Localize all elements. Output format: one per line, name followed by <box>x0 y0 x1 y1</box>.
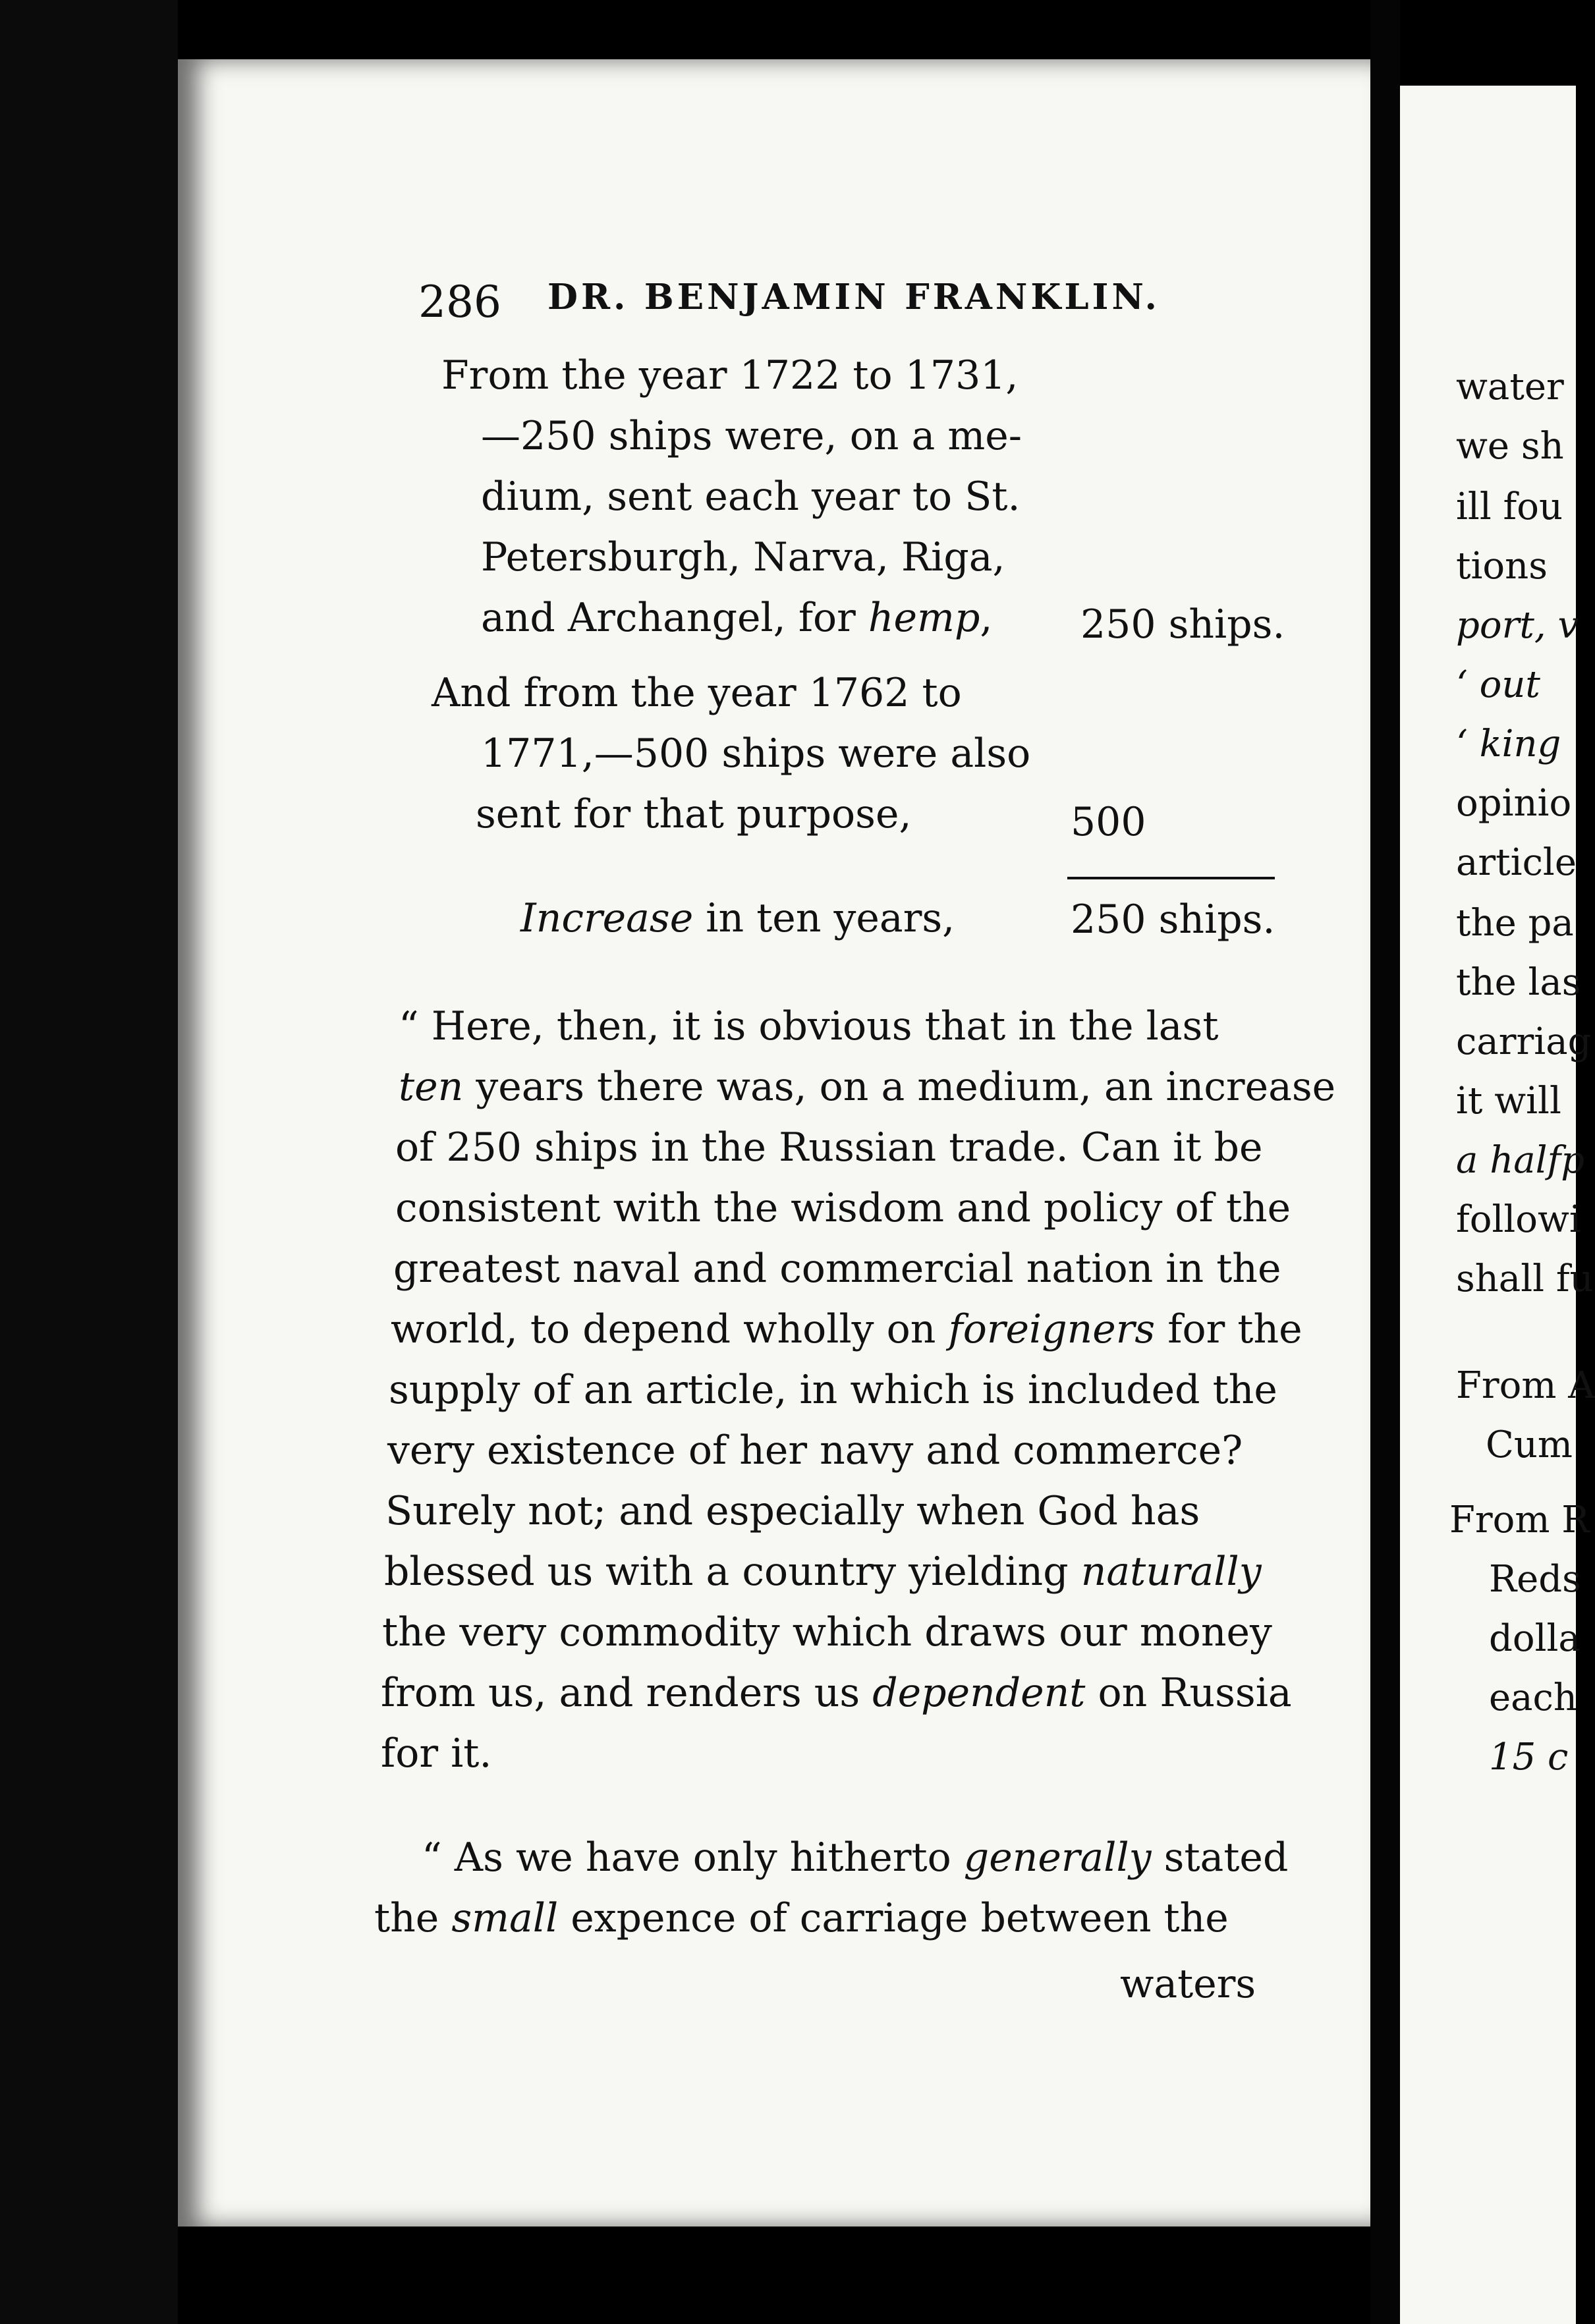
paragraph1-line: the very commodity which draws our money <box>382 1609 1272 1655</box>
table-row1-line: dium, sent each year to St. <box>481 474 1021 520</box>
italic-word: naturally <box>1080 1549 1262 1595</box>
facing-line: it will <box>1456 1080 1561 1122</box>
facing-line: Cum <box>1486 1424 1573 1466</box>
facing-line: carriag <box>1456 1020 1592 1063</box>
table-row2-line: sent for that purpose, <box>476 791 912 837</box>
facing-line: ‘ out <box>1456 663 1540 706</box>
facing-line: water <box>1456 366 1564 408</box>
catchword: waters <box>1120 1961 1256 2007</box>
table-row1-line: From the year 1722 to 1731, <box>441 352 1019 399</box>
paragraph2-line: “ As we have only hitherto generally stated <box>422 1835 1289 1881</box>
sum-rule <box>1067 877 1275 879</box>
running-title: DR. BENJAMIN FRANKLIN. <box>547 277 1160 318</box>
page-number: 286 <box>418 277 501 327</box>
paragraph1-line: Surely not; and especially when God has <box>385 1488 1200 1534</box>
facing-line: dolla <box>1489 1617 1581 1660</box>
facing-line: From R <box>1449 1499 1590 1541</box>
facing-line: From A <box>1456 1364 1595 1407</box>
facing-line: Reds <box>1489 1558 1581 1601</box>
italic-word: hemp <box>868 595 980 641</box>
facing-line: the pa <box>1456 902 1574 945</box>
italic-word: foreigners <box>948 1306 1156 1352</box>
facing-line: port, v <box>1456 604 1579 647</box>
italic-word: generally <box>963 1835 1152 1881</box>
facing-page <box>1400 86 1595 2324</box>
facing-line: ill fou <box>1456 485 1563 528</box>
paragraph1-line: very existence of her navy and commerce? <box>387 1427 1243 1474</box>
paragraph1-line: supply of an article, in which is included the <box>389 1367 1277 1413</box>
paragraph1-line: from us, and renders us dependent on Russia <box>381 1670 1292 1716</box>
facing-line: we sh <box>1456 425 1564 468</box>
table-row3-label: Increase in ten years, <box>520 895 955 941</box>
paragraph1-line: consistent with the wisdom and policy of the <box>395 1185 1291 1231</box>
paragraph1-line: greatest naval and commercial nation in the <box>393 1246 1281 1292</box>
italic-word: Increase <box>520 895 694 941</box>
facing-line: ‘ king <box>1456 723 1561 765</box>
table-row2-line: And from the year 1762 to <box>432 670 962 716</box>
table-row3-value: 250 ships. <box>1071 897 1275 943</box>
facing-line: shall fu <box>1456 1258 1594 1300</box>
table-row1-value: 250 ships. <box>1080 601 1285 648</box>
facing-line: a halfp <box>1456 1139 1585 1182</box>
italic-word: small <box>451 1895 559 1941</box>
table-row1-line: —250 ships were, on a me- <box>481 413 1022 459</box>
table-row2-value: 500 <box>1071 799 1146 845</box>
facing-line: opinio <box>1456 782 1572 825</box>
facing-line: article <box>1456 841 1577 884</box>
book-gutter <box>1370 0 1400 2324</box>
facing-line: tions <box>1456 545 1548 588</box>
scan-background-left <box>0 0 178 2324</box>
table-row2-line: 1771,—500 ships were also <box>481 731 1031 777</box>
table-row1-line-last: and Archangel, for hemp, <box>481 595 993 641</box>
paragraph2-line: the small expence of carriage between the <box>374 1895 1229 1941</box>
paragraph1-line: for it. <box>381 1730 492 1777</box>
paragraph1-line: ten years there was, on a medium, an increase <box>399 1064 1336 1110</box>
table-row1-line: Petersburgh, Narva, Riga, <box>481 534 1005 580</box>
italic-word: dependent <box>872 1670 1086 1716</box>
facing-line: the las <box>1456 961 1581 1004</box>
facing-line: followi <box>1456 1198 1581 1241</box>
paragraph1-line: world, to depend wholly on foreigners for the <box>391 1306 1302 1352</box>
facing-line: each <box>1489 1676 1577 1719</box>
facing-line: 15 c <box>1489 1736 1569 1779</box>
running-head <box>418 277 1275 327</box>
paragraph1-line: “ Here, then, it is obvious that in the last <box>399 1003 1219 1049</box>
paragraph1-line: blessed us with a country yielding naturally <box>384 1549 1262 1595</box>
italic-word: ten <box>399 1064 464 1110</box>
paragraph1-line: of 250 ships in the Russian trade. Can it be <box>395 1124 1263 1171</box>
